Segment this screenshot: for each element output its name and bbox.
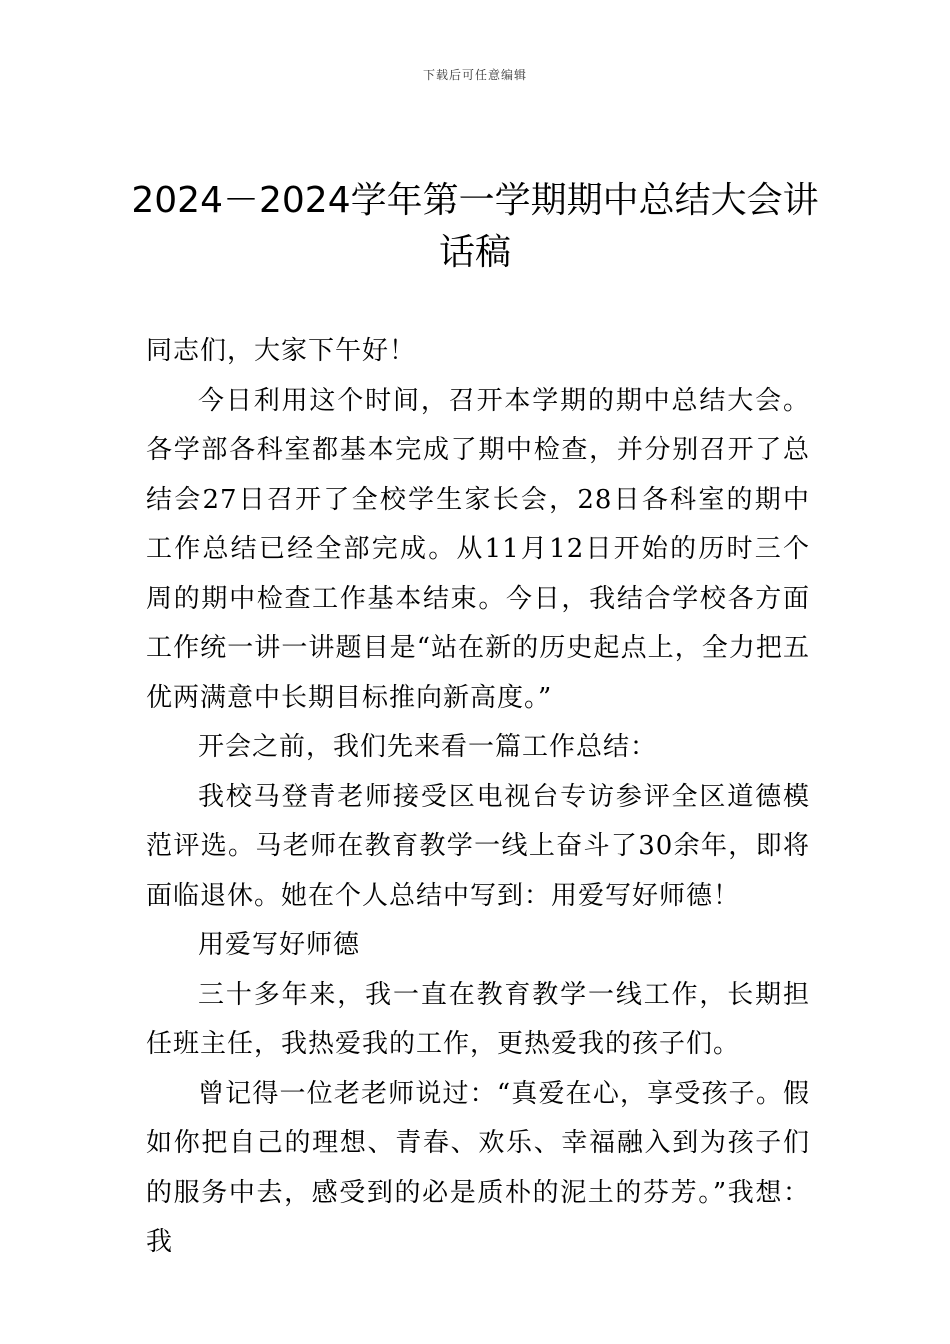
- header-note: 下载后可任意编辑: [422, 68, 527, 82]
- body-paragraph: 开会之前，我们先来看一篇工作总结：: [198, 732, 658, 762]
- body-paragraph: 曾记得一位老老师说过：“真爱在心，享受孩子。假如你把自己的理想、青春、欢乐、幸福融入到为孩子们的服务中去，感受到的必是质朴的泥土的芬芳。”我想：我: [146, 1078, 810, 1257]
- body-paragraph: 三十多年来，我一直在教育教学一线工作，长期担任班主任，我热爱我的工作，更热爱我的孩子们。: [146, 979, 810, 1059]
- body-paragraph: 我校马登青老师接受区电视台专访参评全区道德模范评选。马老师在教育教学一线上奋斗了30余年，即将面临退休。她在个人总结中写到：用爱写好师德！: [146, 781, 810, 911]
- body-paragraph: 今日利用这个时间，召开本学期的期中总结大会。各学部各科室都基本完成了期中检查，并分别召开了总结会27日召开了全校学生家长会，28日各科室的期中工作总结已经全部完成。从11月12日开始的历时三个周的期中检查工作基本结束。今日，我结合学校各方面工作统一讲一讲题目是“站在新的历史起点上，全力把五优两满意中长期目标推向新高度。”: [146, 385, 810, 713]
- document-body: [146, 327, 810, 1268]
- section-heading: 用爱写好师德: [198, 930, 361, 960]
- greeting-paragraph: 同志们，大家下午好！: [146, 336, 417, 366]
- document-title: 2024－2024学年第一学期期中总结大会讲话稿: [131, 180, 819, 273]
